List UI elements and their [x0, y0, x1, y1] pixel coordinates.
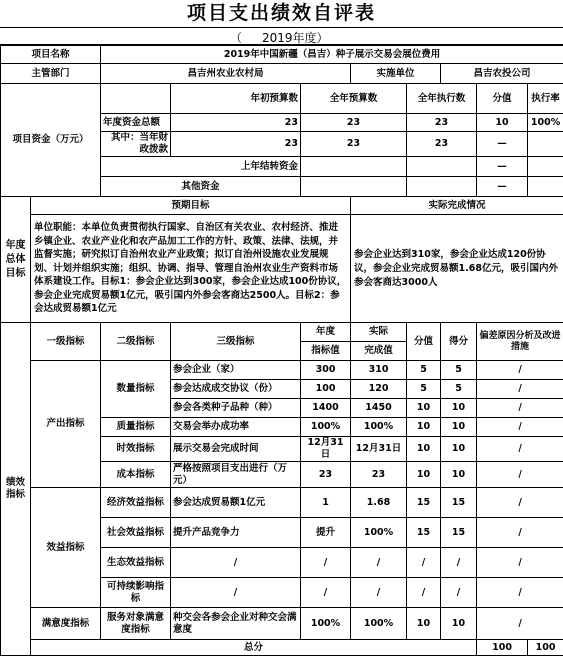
perf-l2: 生态效益指标	[101, 548, 171, 578]
funds-header-initial: 年初预算数	[171, 84, 301, 114]
perf-actual: 1.68	[351, 488, 407, 518]
perf-actual: 100%	[351, 418, 407, 437]
goals-actual-header: 实际完成情况	[351, 197, 563, 215]
perf-l1: 产出指标	[31, 361, 101, 488]
perf-actual: 23	[351, 462, 407, 488]
perf-reason: /	[477, 380, 563, 399]
funds-row-initial: 23	[171, 132, 301, 157]
perf-target: 23	[301, 462, 351, 488]
project-name-label: 项目名称	[1, 46, 101, 64]
perf-l3: /	[171, 548, 301, 578]
dept-label: 主管部门	[1, 64, 101, 84]
funds-row-exec: 23	[407, 114, 477, 132]
perf-score: /	[407, 578, 441, 608]
perf-header-score: 分值	[407, 323, 441, 361]
perf-l2: 社会效益指标	[101, 518, 171, 548]
perf-got: 10	[441, 608, 477, 640]
perf-header-l1: 一级指标	[31, 323, 101, 361]
funds-row-exec: 23	[407, 132, 477, 157]
perf-label: 绩效指标	[1, 323, 31, 656]
perf-reason: /	[477, 608, 563, 640]
funds-header-rate: 执行率	[528, 84, 563, 114]
perf-l3: 严格按照项目支出进行（万元）	[171, 462, 301, 488]
perf-score: 10	[407, 418, 441, 437]
funds-row-score: 10	[477, 114, 528, 132]
perf-l3: 参会达成贸易额1亿元	[171, 488, 301, 518]
goals-actual-text: 参会企业达到310家，参会企业达成120份协议，参会企业完成贸易额1.68亿元，吸引国内外参会客商达3000人	[351, 215, 563, 323]
perf-score: 15	[407, 518, 441, 548]
perf-actual: 1450	[351, 399, 407, 418]
impl-unit-value: 昌吉农投公司	[441, 64, 563, 84]
funds-row-rate	[528, 157, 563, 177]
funds-row-annual	[301, 177, 407, 197]
perf-got: /	[441, 578, 477, 608]
main-table	[0, 45, 563, 656]
funds-label: 项目资金（万元）	[1, 84, 101, 197]
form-title: 项目支出绩效自评表	[186, 2, 376, 24]
perf-target: /	[301, 578, 351, 608]
total-score: 100	[477, 640, 528, 656]
perf-l3: 提升产品竞争力	[171, 518, 301, 548]
perf-reason: /	[477, 418, 563, 437]
perf-got: 5	[441, 361, 477, 380]
perf-reason: /	[477, 518, 563, 548]
funds-header-blank	[101, 84, 171, 114]
year-left-paren: （	[230, 31, 243, 45]
perf-reason: /	[477, 437, 563, 462]
perf-l3: 参会达成成交协议（份）	[171, 380, 301, 399]
perf-l2: 成本指标	[101, 462, 171, 488]
perf-got: 15	[441, 488, 477, 518]
perf-target: 100	[301, 380, 351, 399]
perf-score: 10	[407, 399, 441, 418]
perf-header-actual-a: 实际	[351, 323, 407, 342]
funds-row-exec	[407, 157, 477, 177]
perf-score: 10	[407, 437, 441, 462]
perf-l3: 展示交易会完成时间	[171, 437, 301, 462]
perf-target: 100%	[301, 608, 351, 640]
funds-row-initial: 23	[171, 114, 301, 132]
funds-row-rate: 100%	[528, 114, 563, 132]
perf-header-got: 得分	[441, 323, 477, 361]
perf-l2: 可持续影响指标	[101, 578, 171, 608]
perf-header-target-a: 年度	[301, 323, 351, 342]
perf-l2: 经济效益指标	[101, 488, 171, 518]
perf-actual: 100%	[351, 518, 407, 548]
perf-reason: /	[477, 361, 563, 380]
project-name-value: 2019年中国新疆（昌吉）种子展示交易会展位费用	[101, 46, 563, 64]
perf-target: 1	[301, 488, 351, 518]
perf-got: 10	[441, 418, 477, 437]
dept-value: 昌吉州农业农村局	[101, 64, 351, 84]
funds-header-exec: 全年执行数	[407, 84, 477, 114]
perf-l3: 种交会各参会企业对种交会满意度	[171, 608, 301, 640]
perf-reason: /	[477, 462, 563, 488]
perf-l2: 质量指标	[101, 418, 171, 437]
funds-row-name: 年度资金总额	[101, 114, 171, 132]
perf-l2: 数量指标	[101, 361, 171, 418]
perf-header-l3: 三级指标	[171, 323, 301, 361]
perf-target: 1400	[301, 399, 351, 418]
goals-expected-text: 单位职能：本单位负责贯彻执行国家、自治区有关农业、农村经济、推进乡镇企业、农业产业化和农产品加工工作的方针、政策、法律、法规，并监督实施；研究拟订自治州农业产业政策；拟订自治州设施农业发展规划、计划并组织实施；组织、协调、指导、管理自治州农业生产资料市场体系建设工作。目标1：参会企业达到300家，参会企业达成100份协议，参会企业完成贸易额1亿元，吸引国内外参会客商达2500人。目标2：参会达成贸易额1亿元	[31, 215, 351, 323]
perf-actual: 120	[351, 380, 407, 399]
perf-score: 10	[407, 608, 441, 640]
perf-score: /	[407, 548, 441, 578]
perf-reason: /	[477, 399, 563, 418]
perf-reason: /	[477, 488, 563, 518]
perf-target: 12月31日	[301, 437, 351, 462]
perf-score: 15	[407, 488, 441, 518]
perf-reason: /	[477, 578, 563, 608]
perf-header-l2: 二级指标	[101, 323, 171, 361]
funds-header-score: 分值	[477, 84, 528, 114]
perf-l3: /	[171, 578, 301, 608]
perf-actual: 310	[351, 361, 407, 380]
impl-unit-label: 实施单位	[351, 64, 441, 84]
perf-score: 5	[407, 380, 441, 399]
funds-row-rate	[528, 177, 563, 197]
funds-row-annual	[301, 157, 407, 177]
perf-reason: /	[477, 548, 563, 578]
perf-l1: 满意度指标	[31, 608, 101, 640]
perf-header-target-b: 指标值	[301, 342, 351, 361]
funds-row-name: 其他资金	[101, 177, 301, 197]
perf-l2: 服务对象满意度指标	[101, 608, 171, 640]
perf-actual: 12月31日	[351, 437, 407, 462]
funds-row-rate	[528, 132, 563, 157]
perf-got: 15	[441, 518, 477, 548]
perf-target: 提升	[301, 518, 351, 548]
perf-target: /	[301, 548, 351, 578]
total-got: 100	[528, 640, 563, 656]
perf-got: 10	[441, 399, 477, 418]
perf-actual: /	[351, 578, 407, 608]
perf-header-reason: 偏差原因分析及改进措施	[477, 323, 563, 361]
funds-row-score: —	[477, 132, 528, 157]
perf-target: 300	[301, 361, 351, 380]
goals-label: 年度总体目标	[1, 197, 31, 323]
perf-got: 5	[441, 380, 477, 399]
total-label: 总分	[31, 640, 477, 656]
funds-header-annual: 全年预算数	[301, 84, 407, 114]
perf-actual: 100%	[351, 608, 407, 640]
perf-got: 10	[441, 462, 477, 488]
funds-row-annual: 23	[301, 132, 407, 157]
perf-l1: 效益指标	[31, 488, 101, 608]
perf-actual: /	[351, 548, 407, 578]
perf-header-actual-b: 完成值	[351, 342, 407, 361]
perf-l3: 参会企业（家）	[171, 361, 301, 380]
perf-score: 10	[407, 462, 441, 488]
perf-target: 100%	[301, 418, 351, 437]
funds-row-score: —	[477, 157, 528, 177]
funds-row-name: 上年结转资金	[101, 157, 301, 177]
perf-got: /	[441, 548, 477, 578]
funds-row-exec	[407, 177, 477, 197]
year-line	[0, 27, 563, 45]
perf-l2: 时效指标	[101, 437, 171, 462]
perf-l3: 参会各类种子品种（种）	[171, 399, 301, 418]
perf-l3: 交易会举办成功率	[171, 418, 301, 437]
perf-score: 5	[407, 361, 441, 380]
funds-row-score: —	[477, 177, 528, 197]
funds-row-annual: 23	[301, 114, 407, 132]
goals-expected-header: 预期目标	[31, 197, 351, 215]
year-value: 2019年度）	[262, 31, 329, 45]
perf-got: 10	[441, 437, 477, 462]
funds-row-name: 其中：当年财政拨款	[101, 132, 171, 157]
